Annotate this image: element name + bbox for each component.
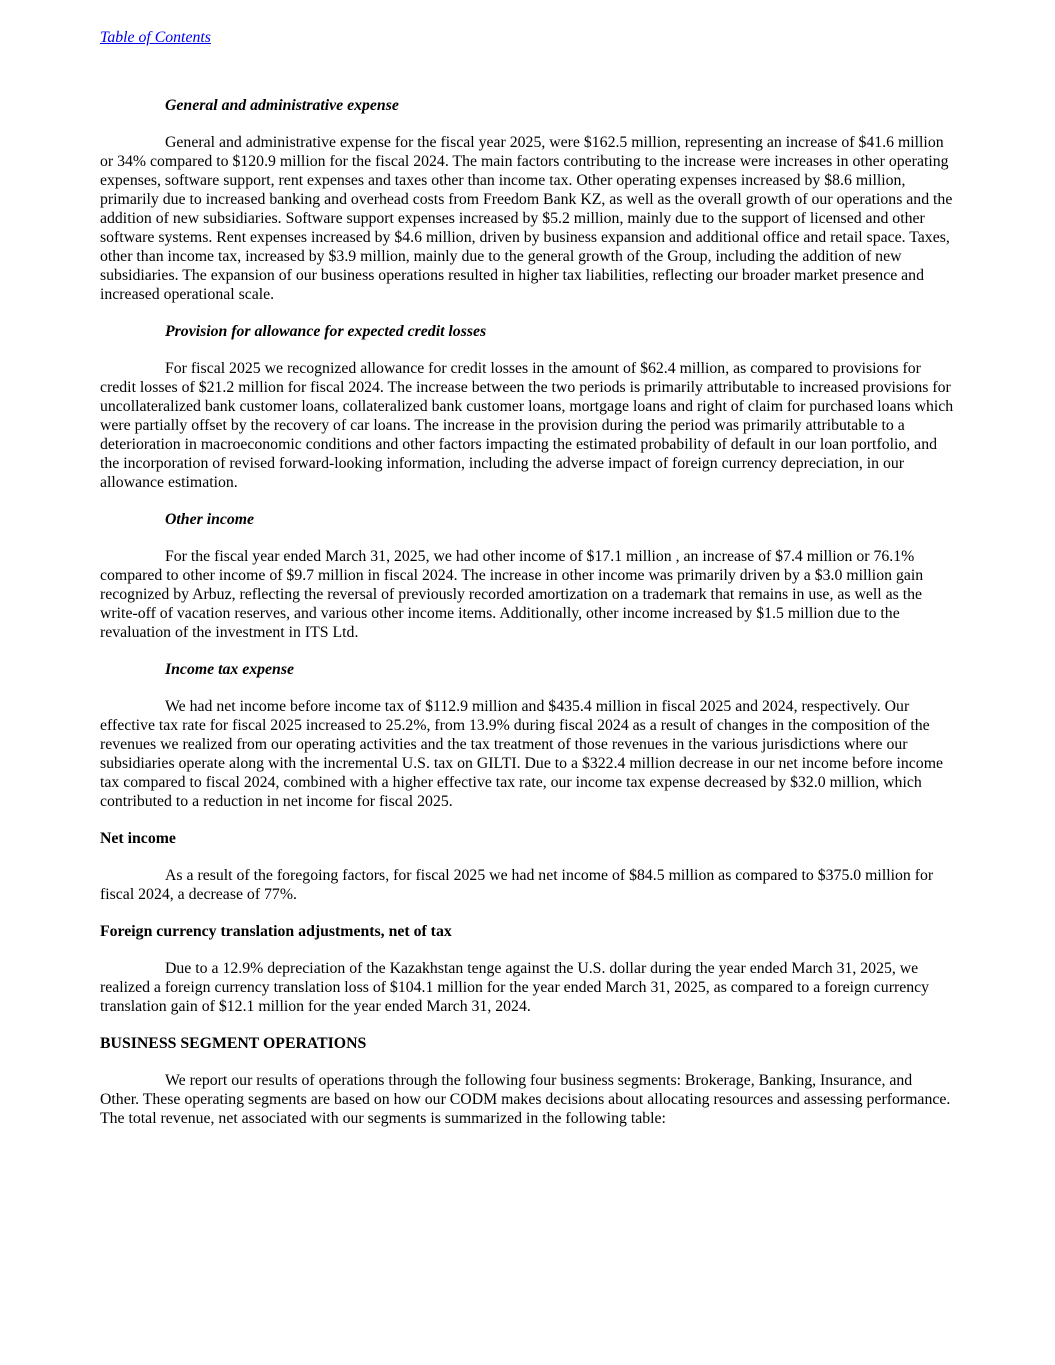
paragraph-net-income: As a result of the foregoing factors, for fiscal 2025 we had net income of $84.5 million as compared to $375.0 million for fiscal 2024, a decrease of 77%. [100, 867, 934, 903]
paragraph-business-segment-operations: We report our results of operations through the following four business segments: Brokerage, Banking, Insurance, and Other. These operating segments are based on how our CODM makes decisions about allocating resources and assessing performance. The total revenue, net associated with our segments is summarized in the following table: [100, 1072, 951, 1127]
heading-foreign-currency-translation: Foreign currency translation adjustments, net of tax [100, 923, 452, 940]
paragraph-other-income: For the fiscal year ended March 31, 2025, we had other income of $17.1 million , an increase of $7.4 million or 76.1% compared to other income of $9.7 million in fiscal 2024. The increase in other income was primarily driven by a $3.0 million gain recognized by Arbuz, reflecting the reversal of previously recorded amortization on a trademark that remains in use, as well as the write-off of vacation reserves, and various other income items. Additionally, other income increased by $1.5 million due to the revaluation of the investment in ITS Ltd. [100, 548, 924, 641]
heading-income-tax-expense: Income tax expense [165, 661, 294, 678]
heading-net-income: Net income [100, 830, 176, 847]
heading-business-segment-operations: BUSINESS SEGMENT OPERATIONS [100, 1035, 367, 1052]
table-of-contents-link[interactable]: Table of Contents [100, 29, 211, 46]
heading-provision-credit-losses: Provision for allowance for expected credit losses [165, 323, 487, 340]
heading-general-admin-expense: General and administrative expense [165, 97, 399, 114]
paragraph-provision-credit-losses: For fiscal 2025 we recognized allowance for credit losses in the amount of $62.4 million, as compared to provisions for credit losses of $21.2 million for fiscal 2024. The increase between the two periods is primarily attributable to increased provisions for uncollateralized bank customer loans, collateralized bank customer loans, mortgage loans and right of claim for purchased loans which were partially offset by the recovery of car loans. The increase in the provision during the period was primarily attributable to a deterioration in macroeconomic conditions and other factors impacting the estimated probability of default in our loan portfolio, and the incorporation of revised forward-looking information, including the adverse impact of foreign currency depreciation, in our allowance estimation. [100, 360, 954, 491]
paragraph-income-tax-expense: We had net income before income tax of $112.9 million and $435.4 million in fiscal 2025 and 2024, respectively. Our effective tax rate for fiscal 2025 increased to 25.2%, from 13.9% during fiscal 2024 as a result of changes in the composition of the revenues we realized from our operating activities and the tax treatment of those revenues in the various jurisdictions where our subsidiaries operate along with the incremental U.S. tax on GILTI. Due to a $322.4 million decrease in our net income before income tax compared to fiscal 2024, combined with a higher effective tax rate, our income tax expense decreased by $32.0 million, which contributed to a reduction in net income for fiscal 2025. [100, 698, 943, 810]
toc-link-row [100, 28, 955, 47]
heading-other-income: Other income [165, 511, 255, 528]
paragraph-general-admin-expense: General and administrative expense for the fiscal year 2025, were $162.5 million, representing an increase of $41.6 million or 34% compared to $120.9 million for the fiscal 2024. The main factors contributing to the increase were increases in other operating expenses, software support, rent expenses and taxes other than income tax. Other operating expenses increased by $8.6 million, primarily due to increased banking and overhead costs from Freedom Bank KZ, as well as the overall growth of our operations and the addition of new subsidiaries. Software support expenses increased by $5.2 million, mainly due to the support of licensed and other software systems. Rent expenses increased by $4.6 million, driven by business expansion and additional office and retail space. Taxes, other than income tax, increased by $3.9 million, mainly due to the general growth of the Group, including the addition of new subsidiaries. The expansion of our business operations resulted in higher tax liabilities, reflecting our broader market presence and increased operational scale. [100, 134, 953, 303]
paragraph-foreign-currency-translation: Due to a 12.9% depreciation of the Kazakhstan tenge against the U.S. dollar during the year ended March 31, 2025, we realized a foreign currency translation loss of $104.1 million for the year ended March 31, 2025, as compared to a foreign currency translation gain of $12.1 million for the year ended March 31, 2024. [100, 960, 930, 1015]
